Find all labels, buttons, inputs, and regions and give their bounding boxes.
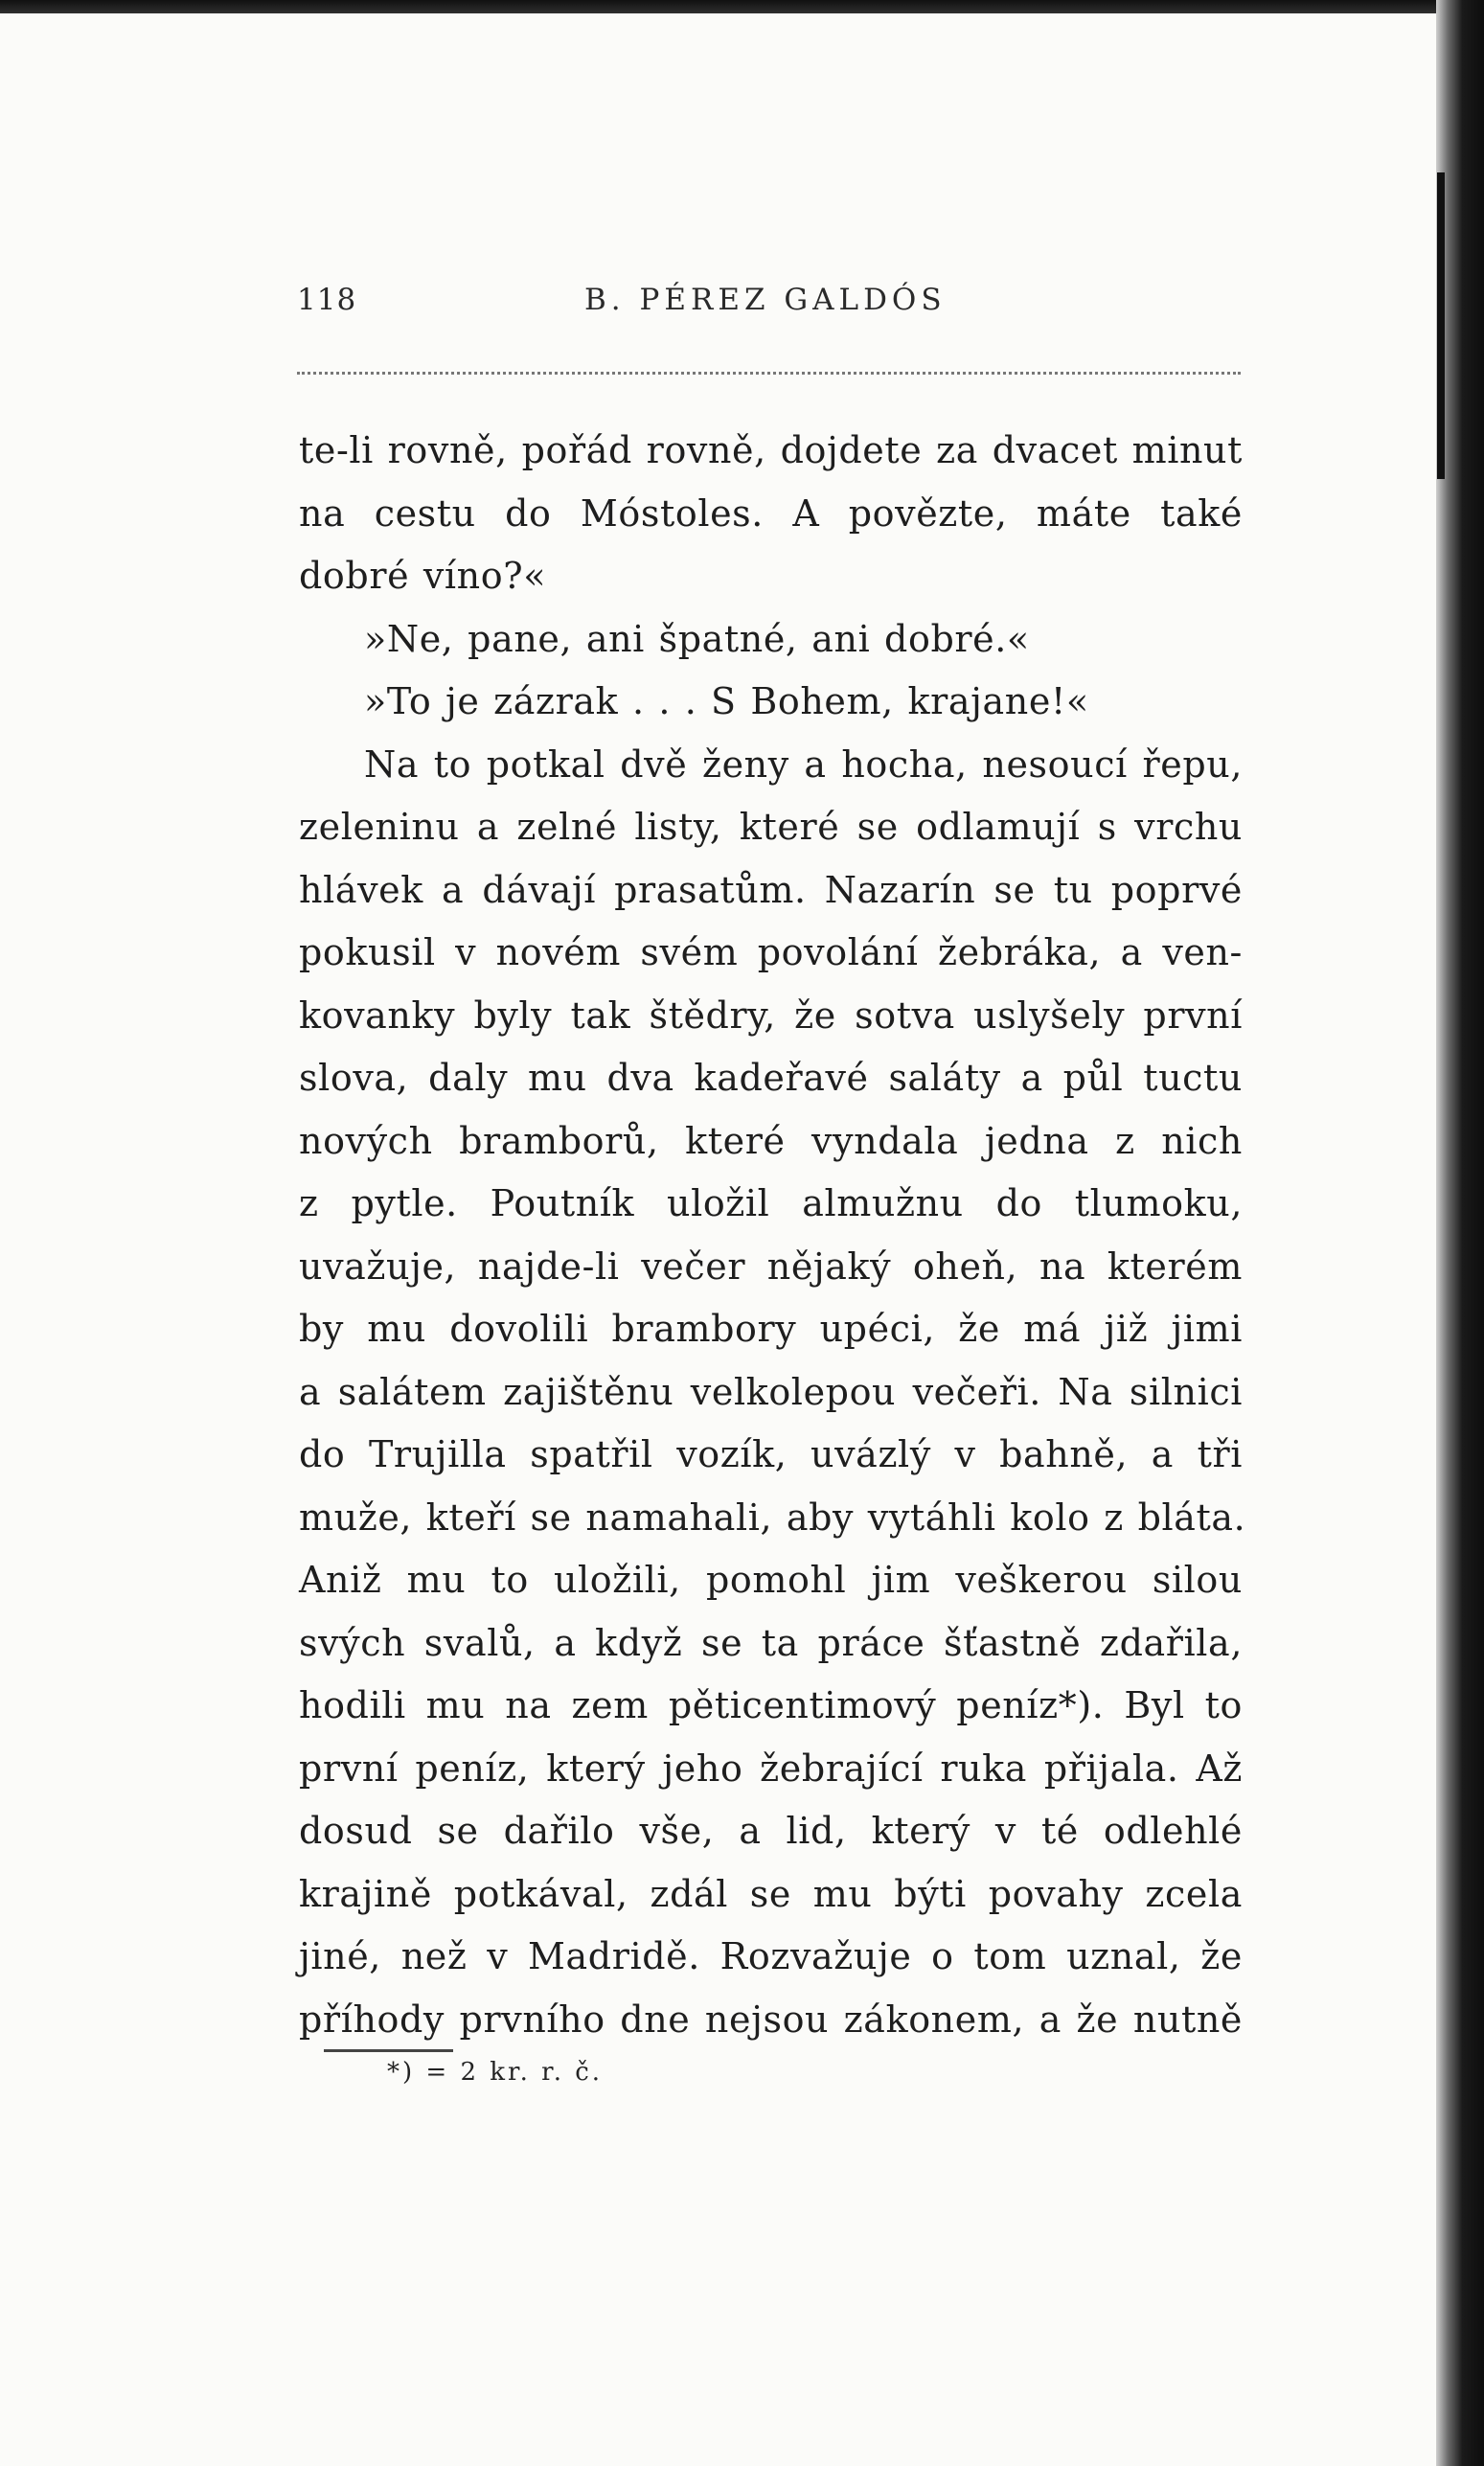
body-text: [299, 420, 1246, 2051]
text-line: slova, daly mu dva kadeřavé saláty a půl tuctu: [299, 1057, 1243, 1099]
text-line: na cestu do Móstoles. A povězte, máte také: [299, 491, 1243, 535]
text-line: zeleninu a zelné listy, které se odlamují s vrchu: [299, 806, 1243, 848]
text-line: »To je zázrak . . . S Bohem, krajane!«: [364, 680, 1089, 722]
text-line: svých svalů, a když se ta práce šťastně zdařila,: [299, 1621, 1243, 1664]
text-line: uvažuje, najde-li večer nějaký oheň, na kterém: [299, 1244, 1243, 1288]
text-line: by mu dovolili brambory upéci, že má již jimi: [299, 1308, 1243, 1350]
footnote-rule: [324, 2049, 453, 2052]
text-line: krajině potkával, zdál se mu býti povahy zcela: [299, 1872, 1243, 1915]
text-line: te-li rovně, pořád rovně, dojdete za dvacet minut: [299, 429, 1243, 471]
text-line: hodili mu na zem pěticentimový peníz*). Byl to: [299, 1684, 1243, 1726]
text-line: Na to potkal dvě ženy a hocha, nesoucí řepu,: [364, 742, 1243, 786]
text-line: pokusil v novém svém povolání žebráka, a ven-: [299, 931, 1243, 973]
text-line: a salátem zajištěnu velkolepou večeři. Na silnici: [299, 1370, 1243, 1413]
text-line: muže, kteří se namahali, aby vytáhli kolo z bláta.: [299, 1496, 1246, 1539]
text-line: z pytle. Poutník uložil almužnu do tlumoku,: [299, 1182, 1243, 1224]
page-header: [297, 283, 1245, 340]
text-line: kovanky byly tak štědry, že sotva uslyšely první: [299, 993, 1243, 1037]
text-line: hlávek a dávají prasatům. Nazarín se tu poprvé: [299, 868, 1243, 911]
text-line: první peníz, který jeho žebrající ruka přijala. Až: [299, 1747, 1243, 1790]
page-number: 118: [297, 283, 357, 317]
text-line: Aniž mu to uložili, pomohl jim veškerou silou: [299, 1559, 1243, 1601]
text-line: do Trujilla spatřil vozík, uvázlý v bahně, a tři: [299, 1433, 1243, 1475]
text-line: nových bramborů, které vyndala jedna z nich: [299, 1119, 1243, 1162]
text-line: jiné, než v Madridě. Rozvažuje o tom uznal, že: [299, 1935, 1243, 1977]
header-dotted-rule: [297, 372, 1241, 375]
text-line: příhody prvního dne nejsou zákonem, a že nutně: [299, 1998, 1243, 2041]
text-line: dosud se dařilo vše, a lid, který v té odlehlé: [299, 1810, 1243, 1852]
text-line: dobré víno?«: [299, 555, 547, 597]
footnote: *) = 2 kr. r. č.: [387, 2058, 604, 2087]
running-head: B. PÉREZ GALDÓS: [584, 283, 947, 317]
binding-strip: [1437, 172, 1445, 479]
text-line: »Ne, pane, ani špatné, ani dobré.«: [364, 617, 1030, 660]
